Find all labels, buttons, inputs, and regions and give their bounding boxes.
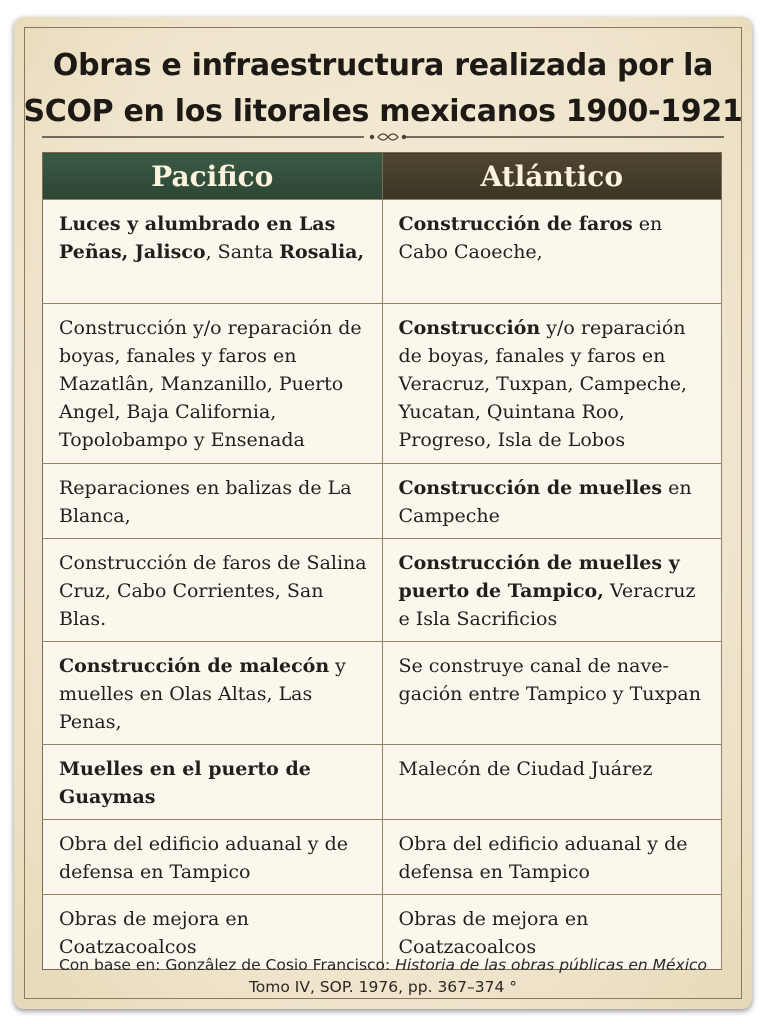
cell-text-bold: Construcción de malecón — [59, 655, 330, 677]
cell-text-rest: Malecón de Ciudad Juárez — [398, 758, 653, 780]
table-cell-atlantic — [382, 539, 722, 642]
table-row — [43, 820, 722, 895]
table-row — [43, 464, 722, 539]
table-cell-atlantic — [382, 464, 722, 539]
cell-text-bold: Construcción — [398, 317, 541, 339]
cell-text-rest: Obras de mejora en Coatzacoalcos — [398, 908, 589, 958]
table-cell-pacific — [43, 539, 383, 642]
citation-book-title: Historia de las obras públicas en México — [395, 956, 708, 974]
cell-text-bold: Muelles en el puerto de Guaymas — [59, 758, 311, 808]
table-cell-atlantic — [382, 745, 722, 820]
cell-text-rest: , Santa — [205, 241, 280, 263]
works-table — [42, 152, 722, 970]
citation-line-2: Tomo IV, SOP. 1976, pp. 367–374 ° — [248, 978, 518, 996]
cell-text-rest: y muelles en Olas Altas, Las Penas, — [59, 655, 346, 733]
header-pacific: Pacifico — [43, 153, 383, 200]
cell-text-rest: Construcción y/o reparación de boyas, fanales y faros en Mazatlân, Manzanillo, Puerto Angel, Baja California, Topolobampo y Ensenada — [59, 317, 362, 451]
cell-text-rest: en Cabo Caoeche, — [398, 213, 663, 263]
table-row — [43, 642, 722, 745]
source-citation — [14, 954, 752, 998]
cell-text-bold: Construcción de faros — [398, 213, 633, 235]
document-card — [14, 17, 752, 1009]
table-cell-pacific — [43, 745, 383, 820]
cell-text-rest: en Campeche — [398, 477, 692, 527]
table-cell-pacific — [43, 464, 383, 539]
citation-prefix: Con base en: Gonzâlez de Cosio Francisco: — [58, 956, 396, 974]
cell-text-bold: Luces y alumbrado en Las Peñas, Jalisco — [59, 213, 336, 263]
table-row — [43, 539, 722, 642]
cell-text-rest: Construcción de faros de Salina Cruz, Cabo Corrientes, San Blas. — [59, 552, 367, 630]
table-row — [43, 745, 722, 820]
cell-text-rest: Obras de mejora en Coatzacoalcos — [59, 908, 249, 958]
table-cell-pacific — [43, 642, 383, 745]
table-cell-atlantic — [382, 820, 722, 895]
table-cell-atlantic — [382, 200, 722, 304]
cell-text-rest: Obra del edificio aduanal y de defensa en Tampico — [398, 833, 688, 883]
citation-line-1 — [14, 954, 752, 976]
cell-text-bold: Construcción de muelles — [398, 477, 663, 499]
cell-text-rest: Se construye canal de nave-gación entre Tampico y Tuxpan — [398, 655, 701, 705]
title-line-1: Obras e infraestructura realizada por la — [52, 48, 714, 83]
table-cell-atlantic — [382, 642, 722, 745]
table-row — [43, 200, 722, 304]
title-line-2: SCOP en los litorales mexicanos 1900-1921 — [23, 94, 743, 129]
cell-text-rest: Obra del edificio aduanal y de defensa en Tampico — [59, 833, 348, 883]
page-title — [14, 43, 752, 135]
table-cell-pacific — [43, 820, 383, 895]
table-body — [43, 200, 722, 970]
table-row — [43, 304, 722, 464]
header-atlantic: Atlántico — [382, 153, 722, 200]
cell-text-rest: Veracruz e Isla Sacrificios — [398, 580, 696, 630]
cell-text-bold2: Rosalia, — [279, 241, 365, 263]
table-cell-atlantic — [382, 304, 722, 464]
cell-text-rest: Reparaciones en balizas de La Blanca, — [59, 477, 352, 527]
table-header-row — [43, 153, 722, 200]
ornamental-divider — [42, 130, 724, 144]
cell-text-bold: Construcción de muelles y puerto de Tampico, — [398, 552, 680, 602]
cell-text-rest: y/o reparación de boyas, fanales y faros en Veracruz, Tuxpan, Campeche, Yucatan, Quintana Roo, Progreso, Isla de Lobos — [398, 317, 688, 451]
table-cell-pacific — [43, 304, 383, 464]
table-cell-pacific — [43, 200, 383, 304]
